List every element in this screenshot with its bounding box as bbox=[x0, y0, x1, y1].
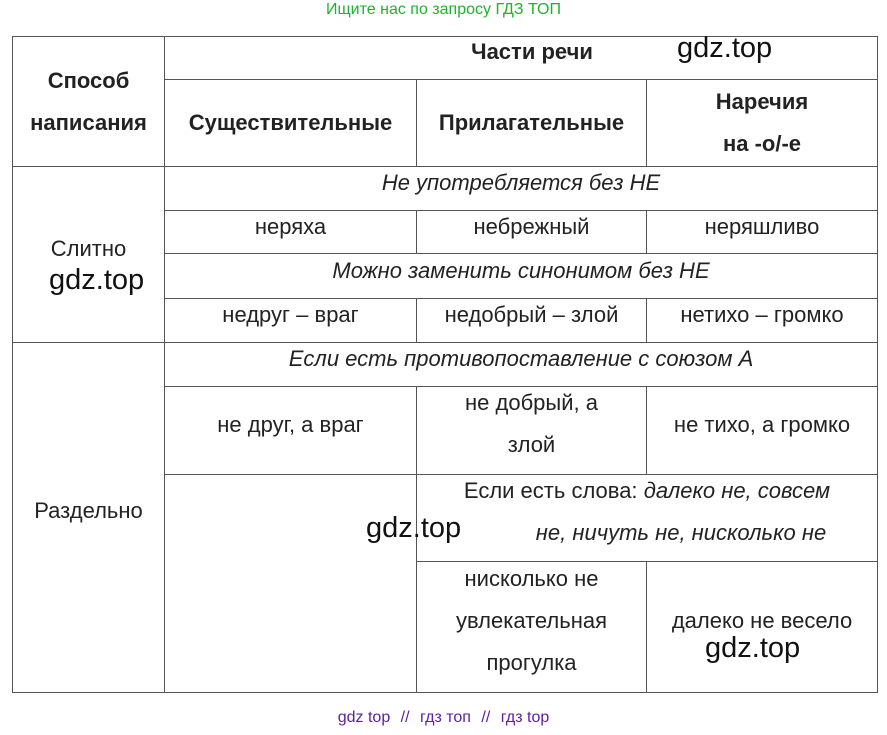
header-method-line1: Способ bbox=[47, 67, 130, 93]
header-adverbs bbox=[647, 80, 877, 166]
separate-rule-2-italic2: не, ничуть не, нисколько не bbox=[535, 520, 827, 545]
separate-row2-adj-line1: нисколько не bbox=[464, 566, 599, 591]
header-parts-of-speech: Части речи bbox=[471, 39, 593, 64]
together-rule-2: Можно заменить синонимом без НЕ bbox=[332, 258, 710, 283]
together-row2-adv: нетихо – громко bbox=[680, 302, 844, 327]
footer-separator: // bbox=[400, 709, 410, 726]
separate-rule-2 bbox=[417, 470, 877, 554]
footer-link-1[interactable]: gdz top bbox=[337, 709, 391, 726]
together-row1-noun: неряха bbox=[254, 214, 327, 239]
separate-rule-2-line1 bbox=[464, 470, 830, 512]
header-method bbox=[13, 37, 164, 166]
together-row2-adj: недобрый – злой bbox=[444, 302, 619, 327]
footer-link-3[interactable]: гдз top bbox=[500, 709, 550, 726]
separate-rule-1: Если есть противопоставление с союзом А bbox=[288, 346, 754, 371]
label-together: Слитно bbox=[50, 236, 127, 261]
together-rule-1: Не употребляется без НЕ bbox=[381, 170, 661, 195]
header-adverbs-line1: Наречия bbox=[715, 89, 809, 114]
separate-row2-adj-line3: прогулка bbox=[486, 650, 577, 675]
watermark: gdz.top bbox=[366, 512, 462, 544]
separate-row2-adv: далеко не весело bbox=[671, 608, 853, 633]
together-row1-adj: небрежный bbox=[473, 214, 590, 239]
separate-rule-2-plain: Если есть слова: bbox=[463, 478, 638, 503]
footer-link-2[interactable]: гдз топ bbox=[420, 709, 471, 726]
search-banner: Ищите нас по запросу ГДЗ ТОП bbox=[326, 1, 561, 18]
separate-row1-adj bbox=[417, 382, 646, 466]
separate-row1-adv: не тихо, а громко bbox=[673, 412, 851, 437]
header-nouns: Существительные bbox=[188, 110, 393, 135]
footer bbox=[0, 709, 887, 727]
table-border-bottom bbox=[12, 692, 878, 693]
header-method-line2: написания bbox=[30, 109, 147, 135]
separate-row1-adj-line2: злой bbox=[507, 432, 556, 457]
watermark: gdz.top bbox=[677, 32, 773, 64]
watermark: gdz.top bbox=[49, 264, 145, 296]
separate-row2-adj bbox=[417, 558, 646, 684]
header-adjectives: Прилагательные bbox=[438, 110, 625, 135]
separate-row1-noun: не друг, а враг bbox=[217, 412, 364, 437]
header-adverbs-line2: на -о/-е bbox=[722, 131, 802, 156]
together-row2-noun: недруг – враг bbox=[222, 302, 359, 327]
separate-row1-adj-line1: не добрый, а bbox=[465, 390, 598, 415]
footer-separator: // bbox=[481, 709, 491, 726]
table-border-right bbox=[877, 36, 878, 693]
separate-row2-adj-line2: увлекательная bbox=[455, 608, 608, 633]
watermark: gdz.top bbox=[705, 632, 801, 664]
label-separate: Раздельно bbox=[34, 498, 143, 523]
separate-rule-2-italic1: далеко не, совсем bbox=[643, 478, 831, 503]
together-row1-adv: неряшливо bbox=[704, 214, 820, 239]
